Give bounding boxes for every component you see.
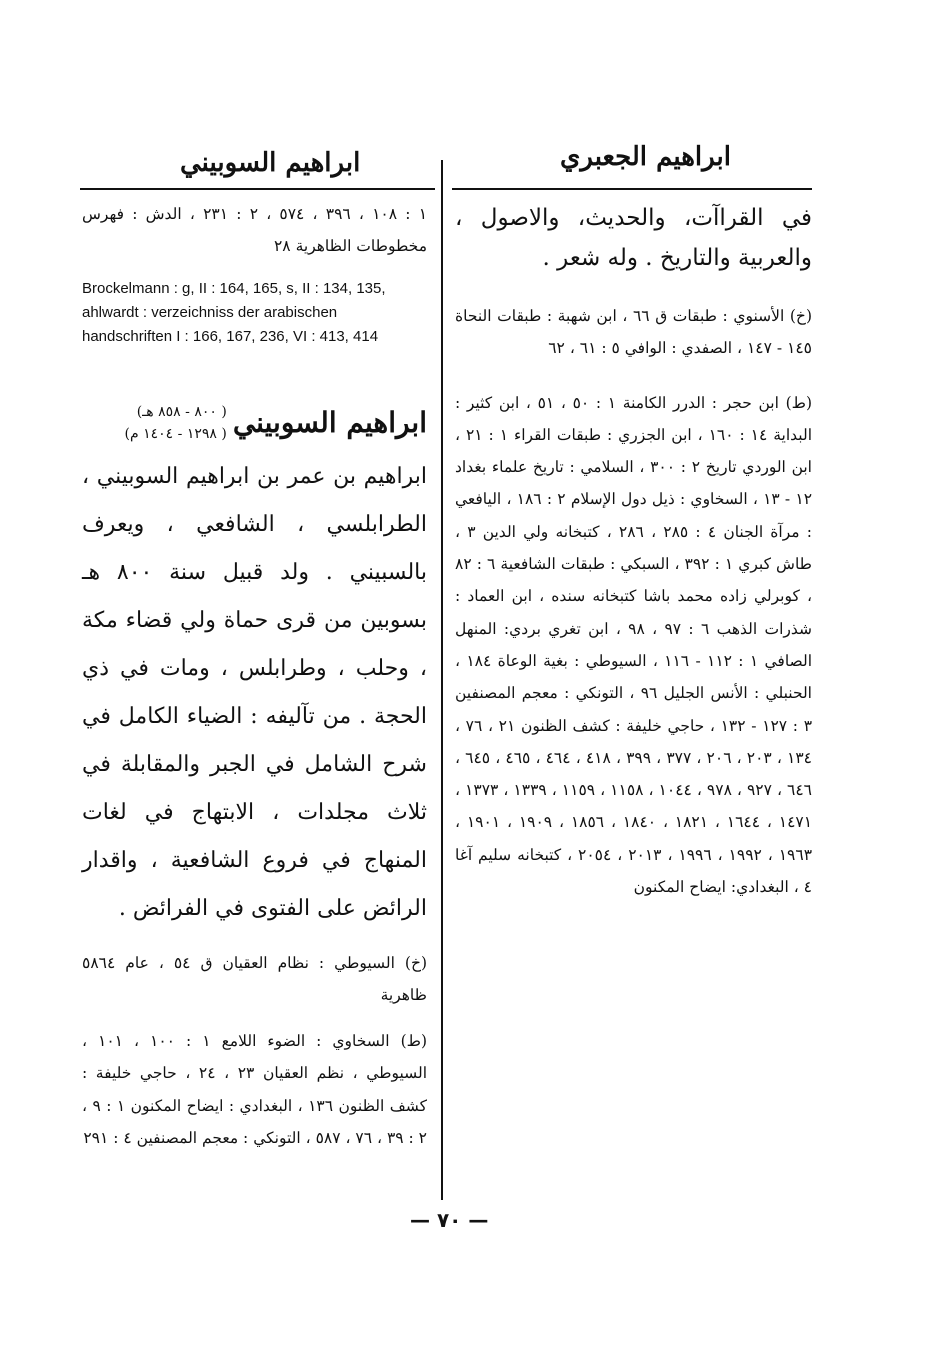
left-ref-t: (ط) السخاوي : الضوء اللامع ١ : ١٠٠ ، ١٠١ ، السيوطي ، نظم العقيان ٢٣ ، ٢٤ ، حاجي خليفة : كشف الظنون ١٣٦ ، البغدادي : ايضاح المكنون ١ : ٩ ، ٢ : ٣٩ ، ٧٦ ، ٥٨٧ ، التونكي : معجم المصنفين ٤ : ٢٩١: [82, 1032, 428, 1148]
spacer: [82, 371, 427, 393]
brockelmann-ref: Brockelmann : g, II : 164, 165, s, II : 134, 135, ahlwardt : verzeichniss der arabischen handschriften I : 166, 167, 236, VI : 413, 414: [82, 279, 386, 345]
spacer: [82, 349, 427, 371]
right-column: [455, 198, 812, 903]
right-ref-t: (ط) ابن حجر : الدرر الكامنة ١ : ٥٠ ، ٥١ ، ابن كثير : البداية ١٤ : ١٦٠ ، ابن الجزري : طبقات القراء ١ : ٢١ ، ابن الوردي تاريخ ٢ : ٣٠٠ ، السلامي : تاريخ علماء بغداد ١٢ - ١٣ ، السخاوي : ذيل دول الإسلام ٢ : ١٨٦ ، اليافعي : مرآة الجنان ٤ : ٢٨٥ ، ٢٨٦ ، كتبخانه ولي الدين ٣ ، طاش كبري ١ : ٣٩٢ ، السبكي : طبقات الشافعية ٦ : ٨٢ ، كوبرلي زاده محمد باشا كتبخانه سنده ، ابن العماد : شذرات الذهب ٦ : ٩٧ ، ٩٨ ، ابن تغري بردي: المنهل الصافي ١ : ١١٢ - ١١٦ ، السيوطي : بغية الوعاة ١٨٤ ، الحنبلي : الأنس الجليل ٩٦ ، التونكي : معجم المصنفين ٣ : ١٢٧ - ١٣٢ ، حاجي خليفة : كشف الظنون ٢١ ، ٧٦ ، ١٣٤ ، ٢٠٣ ، ٢٠٦ ، ٣٧٧ ، ٣٩٩ ، ٤١٨ ، ٤٦٤ ، ٤٦٥ ، ٦٤٥ ، ٦٤٦ ، ٩٢٧ ، ٩٧٨ ، ١٠٤٤ ، ١١٥٨ ، ١١٥٩ ، ١٣٣٩ ، ١٣٧٣ ، ١٤٧١ ، ١٦٤٤ ، ١٨٢١ ، ١٨٤٠ ، ١٨٥٦ ، ١٩٠٩ ، ١٩٠١ ، ١٩٦٣ ، ١٩٩٢ ، ١٩٩٦ ، ٢٠١٣ ، ٢٠٥٤ ، كتبخانه سليم آغا ٤ ، البغدادي: ايضاح المكنون: [455, 393, 813, 897]
entry-name: ابراهيم السوبيني: [232, 406, 427, 440]
page-number: — ٧٠ —: [410, 1208, 489, 1232]
spacer: [82, 263, 427, 277]
entry-dates-ad: ( ١٢٩٨ - ١٤٠٤ م): [124, 425, 227, 442]
entry-dates-hijri: ( ٨٠٠ - ٨٥٨ هـ): [136, 403, 227, 420]
entry-dates: [125, 401, 227, 445]
spacer: [82, 1011, 427, 1025]
right-ref-kh: (خ) الأسنوي : طبقات ق ٦٦ ، ابن شهبة : طبقات النحاة ١٤٥ - ١٤٧ ، الصفدي : الوافي ٥ : ٦١ ، ٦٢: [455, 307, 812, 358]
entry-title: [82, 393, 427, 453]
spacer: [455, 365, 812, 387]
left-top-ref: ١ : ١٠٨ ، ٣٩٦ ، ٥٧٤ ، ٢ : ٢٣١ ، الدش : فهرس مخطوطات الظاهرية ٢٨: [82, 205, 428, 256]
right-continuation-text: في القراآت، والحديث، والاصول ، والعربية والتاريخ . وله شعر .: [455, 205, 812, 271]
right-header-rule: [452, 188, 812, 190]
left-ref-kh: (خ) السيوطي : نظام العقيان ق ٥٤ ، عام ٥٨٦٤ ظاهرية: [82, 953, 427, 1004]
right-column-header: ابراهيم الجعبري: [560, 142, 731, 172]
left-column: [82, 198, 427, 1154]
column-divider: [441, 160, 443, 1200]
left-column-header: ابراهيم السوبيني: [180, 148, 361, 178]
left-header-rule: [80, 188, 435, 190]
spacer: [455, 278, 812, 300]
spacer: [82, 933, 427, 947]
entry-body: ابراهيم بن عمر بن ابراهيم السوبيني ، الطرابلسي ، الشافعي ، ويعرف بالسبيني . ولد قبيل سنة ٨٠٠ هـ بسوبين من قرى حماة ولي قضاء مكة ، وحلب ، وطرابلس ، ومات في ذي الحجة . من تآليفه : الضياء الكامل في شرح الشامل في الجبر والمقابلة في ثلاث مجلدات ، الابتهاج في لغات المنهاج في فروع الشافعية ، واقدار الرائض على الفتوى في الفرائض .: [82, 463, 427, 921]
